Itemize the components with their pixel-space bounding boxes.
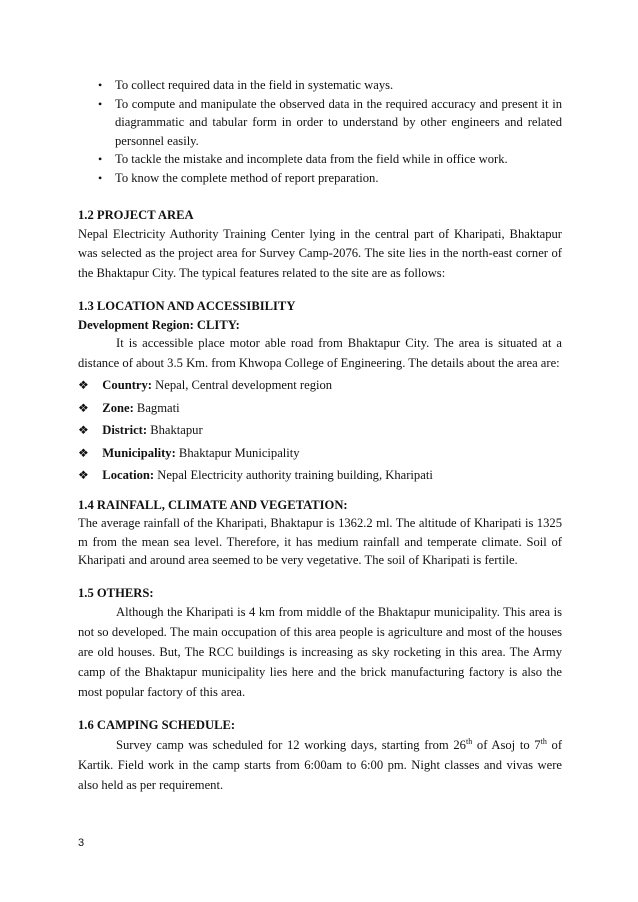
document-page xyxy=(78,76,562,795)
diamond-bullet-icon: ❖ xyxy=(78,468,89,482)
diamond-bullet-icon: ❖ xyxy=(78,378,89,392)
section-heading: 1.6 CAMPING SCHEDULE: xyxy=(78,718,236,732)
detail-item xyxy=(78,444,562,463)
detail-item xyxy=(78,421,562,440)
detail-label: Country: xyxy=(102,378,152,392)
ordinal-suffix: th xyxy=(540,736,547,746)
detail-item xyxy=(78,466,562,485)
page-number: 3 xyxy=(78,837,85,849)
detail-label: Municipality: xyxy=(102,445,176,460)
objective-item: • To compute and manipulate the observed data in the required accuracy and present it in diagrammatic and tabular form in order to understand by other engineers and related personnel easily. xyxy=(78,95,562,151)
detail-value: Nepal Electricity authority training building, Kharipati xyxy=(154,468,433,482)
section-subheading: Development Region: CLITY: xyxy=(78,317,240,332)
detail-label: District: xyxy=(102,423,148,437)
objectives-list xyxy=(78,76,562,187)
project-area-section xyxy=(78,206,562,283)
section-paragraph: It is accessible place motor able road from Bhaktapur City. The area is situated at a distance of about 3.5 Km. from Khwopa College of Engineering. The details about the area are: xyxy=(78,336,562,370)
section-paragraph: Although the Kharipati is 4 km from middle of the Bhaktapur municipality. This area is not so developed. The main occupation of this area people is agriculture and most of the houses are old houses. But, The RCC buildings is increasing as sky rocketing in this area. The Army camp of the Bhaktapur municipality lies here and the brick manufacturing factory is also the most popular factory of this area. xyxy=(78,605,562,699)
rainfall-section xyxy=(78,496,562,570)
detail-value: Bhaktapur Municipality xyxy=(175,445,300,460)
detail-item xyxy=(78,399,562,418)
section-heading: 1.2 PROJECT AREA xyxy=(78,208,194,222)
detail-value: Bagmati xyxy=(133,400,180,415)
camping-section xyxy=(78,716,562,795)
objective-item: • To tackle the mistake and incomplete data from the field while in office work. xyxy=(78,150,562,169)
detail-item xyxy=(78,376,562,395)
camping-text-part: of Kartik. Field work in the camp starts from 6:00am to 6:00 pm. Night classes and vivas were also held as per requirement. xyxy=(78,737,563,792)
section-heading: 1.3 LOCATION AND ACCESSIBILITY xyxy=(78,299,296,313)
camping-text-part: Survey camp was scheduled for 12 working days, starting from 26 xyxy=(116,737,466,752)
objective-item: • To collect required data in the field in systematic ways. xyxy=(78,76,562,95)
diamond-bullet-icon: ❖ xyxy=(78,423,89,437)
diamond-bullet-icon: ❖ xyxy=(78,445,89,460)
section-paragraph xyxy=(78,735,562,795)
detail-value: Nepal, Central development region xyxy=(151,378,333,392)
diamond-bullet-icon: ❖ xyxy=(78,400,89,415)
section-paragraph: Nepal Electricity Authority Training Center lying in the central part of Kharipati, Bhaktapur was selected as the project area for Survey Camp-2076. The site lies in the north-east corner of the Bhaktapur City. The typical features related to the site are as follows: xyxy=(78,226,562,280)
detail-label: Location: xyxy=(102,468,155,482)
objective-item: • To know the complete method of report preparation. xyxy=(78,169,562,188)
section-heading: 1.5 OTHERS: xyxy=(78,585,154,600)
section-heading: 1.4 RAINFALL, CLIMATE AND VEGETATION: xyxy=(78,497,348,512)
others-section xyxy=(78,584,562,703)
section-paragraph: The average rainfall of the Kharipati, Bhaktapur is 1362.2 ml. The altitude of Kharipati is 1325 m from the mean sea level. Therefore, it has medium rainfall and temperate climate. Soil of Kharipati and around area seemed to be very vegetative. The soil of Kharipati is fertile. xyxy=(78,516,562,567)
detail-label: Zone: xyxy=(102,400,134,415)
ordinal-suffix: th xyxy=(465,736,473,746)
location-details-list xyxy=(78,376,562,485)
camping-text-part: of Asoj to 7 xyxy=(472,737,541,752)
detail-value: Bhaktapur xyxy=(147,423,203,437)
location-section xyxy=(78,297,562,485)
